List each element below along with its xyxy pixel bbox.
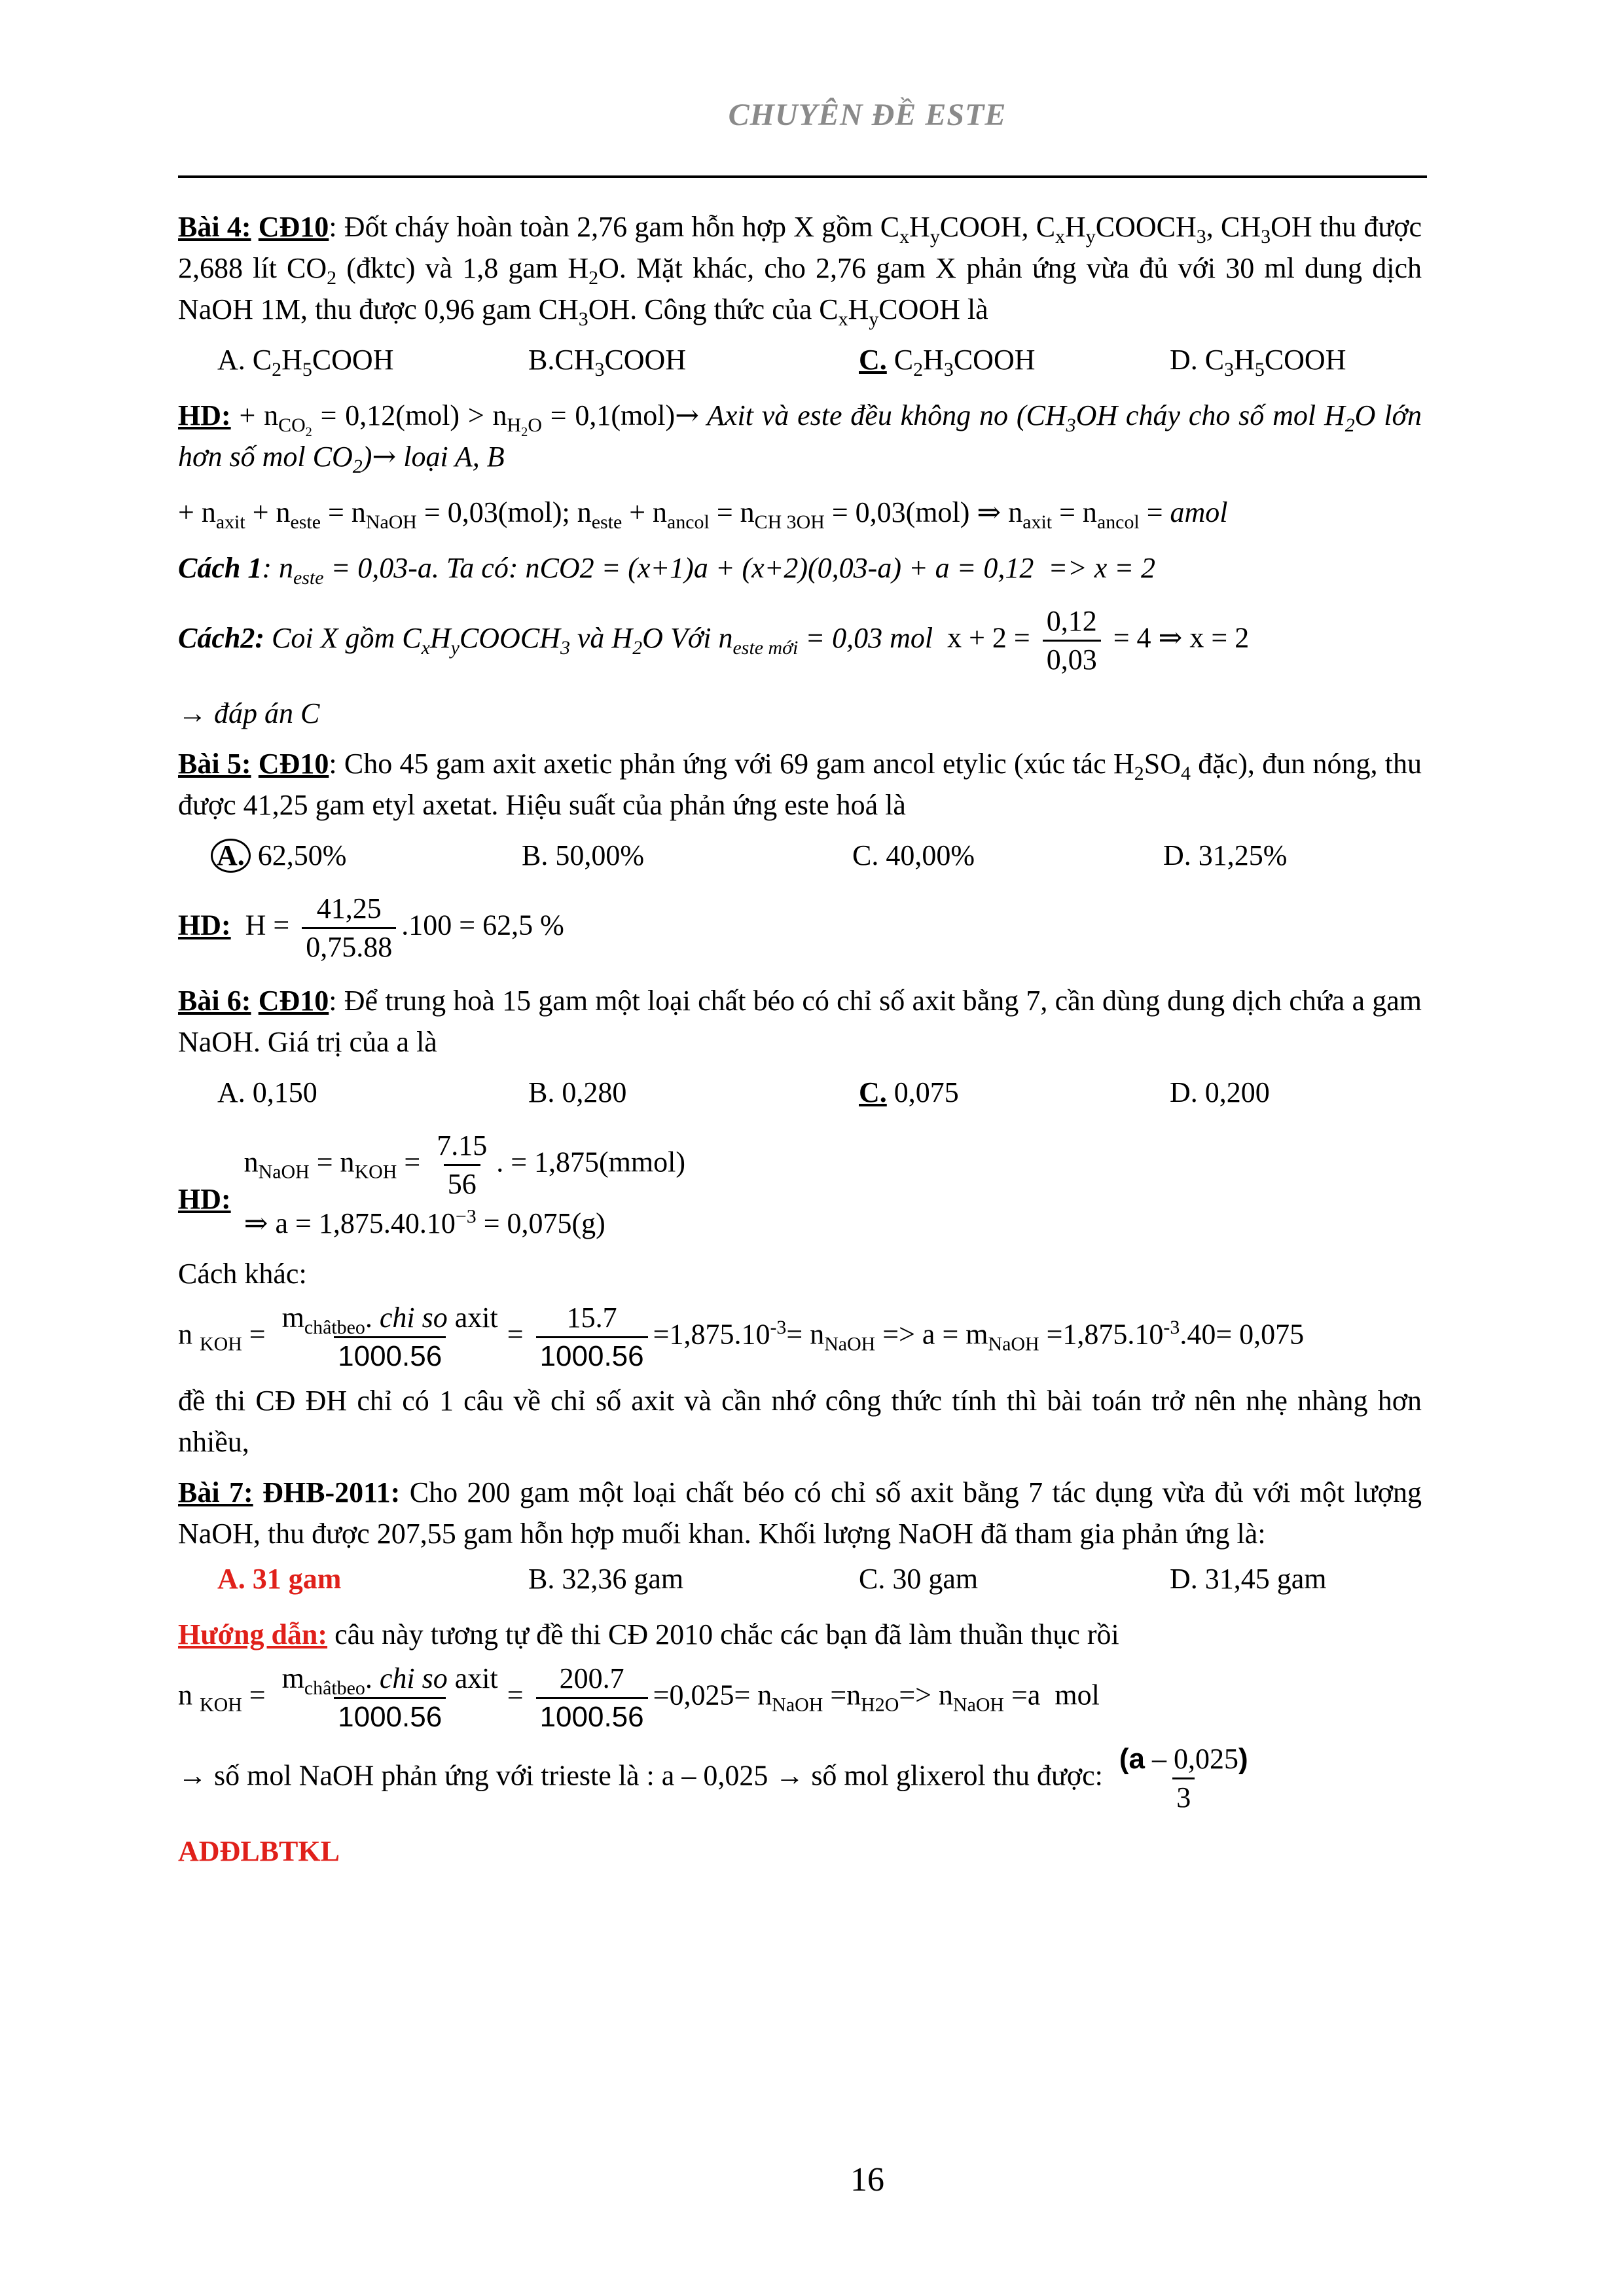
option-a-text: 62,50% xyxy=(250,839,347,871)
arrow-icon: → xyxy=(675,399,700,432)
hint-text: câu này tương tự đề thi CĐ 2010 chắc các bạn đã làm thuần thục rồi xyxy=(327,1618,1119,1650)
sub-x: x xyxy=(899,225,910,247)
problem-5-hint xyxy=(178,890,1422,966)
problem-6-label: Bài 6: xyxy=(178,985,251,1017)
sub-2: 2 xyxy=(1344,414,1355,436)
problem-5-source: CĐ10 xyxy=(258,748,329,780)
line2-text: → số mol NaOH phản ứng với trieste là : a – 0,025 → số mol glixerol thu được: xyxy=(178,1759,1103,1792)
fraction-denominator: 1000.56 xyxy=(536,1336,648,1375)
problem-4-method-1: Cách 1: $n_{este} = 0,03-a$. Ta có: nCO2 = (x+1)a + (x+2)(0,03-a) + a = 0,12 => x = 2 xyxy=(178,552,1155,589)
fraction-numerator: $m_{châtbeo}$. chi so axit xyxy=(281,1662,498,1699)
sub-3: 3 xyxy=(1261,225,1271,247)
sub-y: y xyxy=(1085,225,1096,247)
sub-2: 2 xyxy=(352,455,363,477)
option-c-text: 0,075 xyxy=(886,1076,959,1108)
fraction-numerator: $m_{châtbeo}$. chi so axit xyxy=(281,1302,498,1338)
sub-2: 2 xyxy=(588,266,599,289)
hint-text: + n xyxy=(230,399,279,431)
hint-eq-1: $n_{NaOH} = n_{KOH}$ = $\frac{7.15}{56}$ . = 1,875(mmol) xyxy=(244,1127,685,1203)
problem-4-answer: → đáp án C xyxy=(178,697,320,729)
problem-6 xyxy=(178,980,1422,1463)
method-2-fraction xyxy=(1043,603,1101,678)
other-method-label: Cách khác: xyxy=(178,1258,307,1290)
problem-7-line2 xyxy=(178,1741,1422,1816)
sub-y: y xyxy=(929,225,940,247)
option-c-letter: C. xyxy=(859,344,887,376)
eq-fraction-2 xyxy=(536,1660,648,1736)
problem-4-hint xyxy=(178,395,1422,477)
page-header: CHUYÊN ĐỀ ESTE xyxy=(728,98,1007,132)
sub-3: 3 xyxy=(578,308,588,330)
sub-3: 3 xyxy=(1066,414,1076,436)
q4-text-6: (đktc) và 1,8 gam H xyxy=(336,252,589,284)
problem-5-label: Bài 5: xyxy=(178,748,251,780)
closing-note: ADĐLBTKL xyxy=(178,1835,340,1867)
sub-y: y xyxy=(869,308,879,330)
problem-5-options xyxy=(178,835,1422,876)
hint-label: HD: xyxy=(178,909,231,941)
problem-5-question: Bài 5: CĐ10: Cho 45 gam axit axetic phản ứng với 69 gam ancol etylic (xúc tác $H_2SO_4$ đặc), đun nóng, thu được 41,25 gam etyl axetat. Hiệu suất của phản ứng este hoá là xyxy=(178,748,1422,821)
q4-text-2: COOH, C xyxy=(939,211,1056,243)
option-d: D. $C_3H_5COOH$ xyxy=(1170,344,1346,380)
fraction-numerator: 41,25 xyxy=(316,892,382,924)
fraction-denominator: 56 xyxy=(444,1164,480,1203)
eq-fraction-1 xyxy=(278,1660,502,1736)
problem-4-method-2: Cách2: Coi X gồm $C_xH_yCOOCH_3$ và $H_2O$ Với $n_{este mới} = 0,03$ mol x + 2 = $\frac{0,12}{0,03}$ = 4 ⇒ x = 2 xyxy=(178,603,1422,678)
hint-fraction xyxy=(302,890,396,966)
fraction-numerator: 0,12 xyxy=(1046,605,1097,637)
problem-4-equation: + $n_{axit} + n_{este} = n_{NaOH} = 0,03(mol)$; $n_{este} + n_{ancol} = n_{CH 3OH} = 0,03(mol)$ ⇒ $n_{axit} = n_{ancol}$ = amol xyxy=(178,496,1228,533)
problem-5 xyxy=(178,743,1422,966)
option-b: B. 0,280 xyxy=(528,1076,627,1108)
hint-eq-2: ⇒ $a = 1,875.40.10^{-3} = 0,075(g)$ xyxy=(244,1205,605,1239)
q4-text-9: COOH là xyxy=(878,293,988,325)
option-c-letter: C. xyxy=(859,1076,887,1108)
fraction-denominator: 0,75.88 xyxy=(302,927,396,966)
q4-text-1: : Đốt cháy hoàn toàn 2,76 gam hỗn hợp X gồm C xyxy=(329,211,900,243)
option-a: A. 31 gam xyxy=(217,1563,342,1595)
glycerol-fraction xyxy=(1115,1741,1252,1816)
sub-3: 3 xyxy=(1196,225,1206,247)
hint-fraction xyxy=(433,1127,491,1203)
header-rule xyxy=(178,175,1427,178)
fraction-numerator: 7.15 xyxy=(437,1129,488,1161)
option-a: A. $C_2H_5COOH$ xyxy=(217,344,394,380)
problem-6-text: : Để trung hoà 15 gam một loại chất béo có chỉ số axit bằng 7, cần dùng dung dịch chứa a gam NaOH. Giá trị của a là xyxy=(178,985,1422,1058)
q4-text-7: O. Mặt khác, cho 2,76 gam X phản ứng vừa đủ với 30 ml dung dịch NaOH 1M, thu được 0,96 gam CH xyxy=(178,252,1422,325)
sub-co2: CO2 xyxy=(278,414,312,439)
hint-label: HD: xyxy=(178,399,231,431)
hint-text: Axit và este đều không no (CH xyxy=(699,399,1066,431)
fraction-denominator: 3 xyxy=(1172,1777,1195,1816)
problem-7-label: Bài 7: xyxy=(178,1476,253,1508)
problem-6-options xyxy=(178,1072,1422,1113)
problem-7-question xyxy=(178,1472,1422,1554)
fraction-denominator: 1000.56 xyxy=(334,1697,446,1736)
problem-4-source: CĐ10 xyxy=(258,211,329,243)
hint-text: loại A, B xyxy=(396,441,505,473)
other-method-eq: n $_{KOH}$ = $\frac{m_{châtbeo}. chi so axit}{1000.56}$ = $\frac{15.7}{1000.56}$ $=1,875.10^{-3}= n_{NaOH} => a = m_{NaOH} =1,875.10^{-3}.40= 0,075$ xyxy=(178,1300,1422,1375)
arrow-icon: → xyxy=(372,440,397,473)
fraction-numerator: 200.7 xyxy=(559,1662,624,1694)
fraction-denominator: 1000.56 xyxy=(536,1697,648,1736)
hint-text: ) xyxy=(362,441,372,473)
sub-2: 2 xyxy=(327,266,337,289)
problem-6-hint xyxy=(178,1127,1422,1244)
q4-text-3: COOCH xyxy=(1095,211,1197,243)
problem-4-options xyxy=(178,339,1422,380)
hint-label: HD: xyxy=(178,1182,231,1215)
option-b: B. 50,00% xyxy=(522,839,644,871)
hint-text: = 0,12(mol) > n xyxy=(312,399,507,431)
fraction-numerator: (a – 0,025) xyxy=(1119,1743,1248,1775)
problem-6-question xyxy=(178,980,1422,1063)
option-a-letter: A. xyxy=(211,839,251,873)
document-body xyxy=(178,206,1422,1872)
q4-text-5: OH thu được 2,688 lít CO xyxy=(178,211,1422,284)
problem-4-label: Bài 4: xyxy=(178,211,251,243)
method-2-label: Cách2: xyxy=(178,621,264,654)
sub-x: x xyxy=(838,308,848,330)
problem-7-equation: n $_{KOH}$ = $\frac{m_{châtbeo}. chi so axit}{1000.56}$ = $\frac{200.7}{1000.56}$ $=0,025= n_{NaOH} =n_{H2O}=> n_{NaOH} =a$ mol xyxy=(178,1660,1422,1736)
problem-7-hint xyxy=(178,1614,1422,1655)
problem-7-source: ĐHB-2011: xyxy=(262,1476,401,1508)
problem-7-options xyxy=(178,1558,1422,1599)
hint-text: = 0,1(mol) xyxy=(541,399,676,431)
hint-text: OH cháy cho số mol H xyxy=(1075,399,1345,431)
problem-7-text: Cho 200 gam một loại chất béo có chỉ số axit bằng 7 tác dụng vừa đủ với một lượng NaOH, thu được 207,55 gam hỗn hợp muối khan. Khối lượng NaOH đã tham gia phản ứng là: xyxy=(178,1476,1422,1550)
option-b: $B.CH_3COOH$ xyxy=(528,344,687,380)
problem-7 xyxy=(178,1472,1422,1872)
hint-eq-left: H = xyxy=(245,909,290,941)
method-1-label: Cách 1 xyxy=(178,552,262,584)
option-d: D. 31,25% xyxy=(1163,839,1288,871)
problem-4 xyxy=(178,206,1422,734)
option-a: A. 0,150 xyxy=(217,1076,317,1108)
hint-text: O lớn hơn số mol CO xyxy=(178,399,1422,473)
problem-4-question: Bài 4: CĐ10: Đốt cháy hoàn toàn 2,76 gam hỗn hợp X gồm $C_xH_yCOOH$, $C_xH_yCOOCH_3$, $CH_3OH$ thu được 2,688 lít $CO_2$ (đktc) và 1,8 gam $H_2O$. Mặt khác, cho 2,76 gam X phản ứng vừa đủ với 30 ml dung dịch NaOH 1M, thu được 0,96 gam $CH_3OH$. Công thức của $C_xH_yCOOH$ là xyxy=(178,211,1422,330)
sub-x: x xyxy=(1055,225,1066,247)
fraction-denominator: 0,03 xyxy=(1043,640,1101,678)
option-c xyxy=(859,1072,1170,1113)
method-2-eq-right: = 4 ⇒ x = 2 xyxy=(1113,621,1250,654)
q4-text-8: OH. Công thức của C xyxy=(588,293,839,325)
hint-eq-right: .100 = 62,5 % xyxy=(401,909,564,941)
option-d: D. 0,200 xyxy=(1170,1076,1270,1108)
hint-label: Hướng dẫn: xyxy=(178,1618,328,1650)
page-number: 16 xyxy=(850,2161,884,2198)
other-fraction-1 xyxy=(278,1300,502,1375)
option-c: C. 30 gam xyxy=(859,1563,979,1595)
other-fraction-2 xyxy=(536,1300,648,1375)
option-c: C. 40,00% xyxy=(852,839,975,871)
q4-text-4: , CH xyxy=(1206,211,1261,243)
hint-equations xyxy=(244,1127,685,1244)
option-d: D. 31,45 gam xyxy=(1170,1563,1327,1595)
fraction-denominator: 1000.56 xyxy=(334,1336,446,1375)
problem-6-note: đề thi CĐ ĐH chỉ có 1 câu về chỉ số axit và cần nhớ công thức tính thì bài toán trở nên nhẹ nhàng hơn nhiều, xyxy=(178,1385,1422,1458)
problem-6-source: CĐ10 xyxy=(258,985,329,1017)
option-b: B. 32,36 gam xyxy=(528,1563,684,1595)
option-a xyxy=(178,835,522,876)
fraction-numerator: 15.7 xyxy=(566,1302,617,1334)
option-c: C. $C_2H_3COOH$ xyxy=(859,344,1036,380)
sub-h2o: H2O xyxy=(507,414,542,439)
method-2-eq-left: x + 2 = xyxy=(947,621,1030,654)
